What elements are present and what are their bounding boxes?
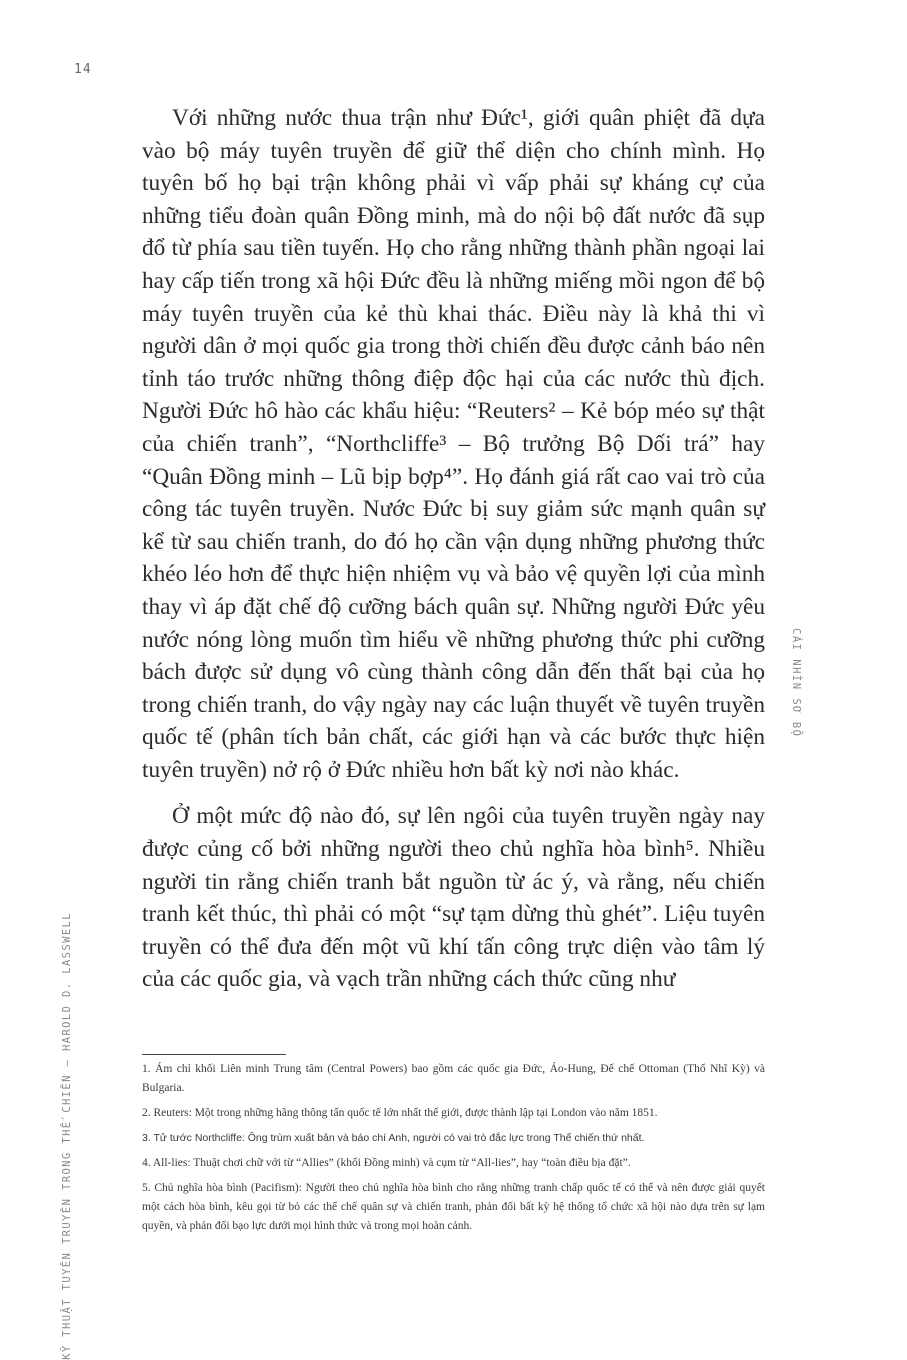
page-number: 14 <box>74 62 92 77</box>
body-text <box>142 102 765 996</box>
footnotes <box>142 1060 765 1242</box>
footnote: 1. Ám chỉ khối Liên minh Trung tâm (Central Powers) bao gồm các quốc gia Đức, Áo-Hung, Đế chế Ottoman (Thổ Nhĩ Kỳ) và Bulgaria. <box>142 1063 765 1094</box>
footnote: 5. Chủ nghĩa hòa bình (Pacifism): Người theo chủ nghĩa hòa bình cho rằng những tranh chấp quốc tế có thể và nên được giải quyết một cách hòa bình, kêu gọi từ bỏ các thể chế quân sự và chiến tranh, phản đối bất kỳ hệ thống tổ chức xã hội nào dựa trên sự lạm quyền, và phản đối bạo lực dưới mọi hình thức và trong mọi hoàn cảnh. <box>142 1182 765 1232</box>
running-head-book-title: KỸ THUẬT TUYÊN TRUYỀN TRONG THẾ CHIẾN – HAROLD D. LASSWELL <box>61 912 73 1360</box>
footnote: 2. Reuters: Một trong những hãng thông tấn quốc tế lớn nhất thế giới, được thành lập tại London vào năm 1851. <box>142 1107 658 1119</box>
footnote: 4. All-lies: Thuật chơi chữ với từ “Allies” (khối Đồng minh) và cụm từ “All-lies”, hay “toàn điều bịa đặt”. <box>142 1157 631 1169</box>
paragraph: Ở một mức độ nào đó, sự lên ngôi của tuyên truyền ngày nay được củng cố bởi những người theo chủ nghĩa hòa bình⁵. Nhiều người tin rằng chiến tranh bắt nguồn từ ác ý, và rằng, nếu chiến tranh kết thúc, thì phải có một “sự tạm dừng thù ghét”. Liệu tuyên truyền có thể đưa đến một vũ khí tấn công trực diện vào tâm lý của các quốc gia, và vạch trần những cách thức cũng như <box>142 803 765 993</box>
paragraph: Với những nước thua trận như Đức¹, giới quân phiệt đã dựa vào bộ máy tuyên truyền để giữ thể diện cho chính mình. Họ tuyên bố họ bại trận không phải vì vấp phải sự kháng cự của những tiểu đoàn quân Đồng minh, mà do nội bộ đất nước đã sụp đổ từ phía sau tiền tuyến. Họ cho rằng những thành phần ngoại lai hay cấp tiến trong xã hội Đức đều là những miếng mồi ngon để bộ máy tuyên truyền của kẻ thù khai thác. Điều này là khả thi vì người dân ở mọi quốc gia trong thời chiến đều được cảnh báo nên tỉnh táo trước những thông điệp độc hại của các nước thù địch. Người Đức hô hào các khẩu hiệu: “Reuters² – Kẻ bóp méo sự thật của chiến tranh”, “Northcliffe³ – Bộ trưởng Bộ Dối trá” hay “Quân Đồng minh – Lũ bịp bợp⁴”. Họ đánh giá rất cao vai trò của công tác tuyên truyền. Nước Đức bị suy giảm sức mạnh quân sự kể từ sau chiến tranh, do đó họ cần vận dụng những phương thức khéo léo hơn để thực hiện nhiệm vụ và bảo vệ quyền lợi của mình thay vì áp đặt chế độ cưỡng bách quân sự. Những người Đức yêu nước nóng lòng muốn tìm hiểu về những phương thức phi cưỡng bách được sử dụng vô cùng thành công dẫn đến thất bại của họ trong chiến tranh, do vậy ngày nay các luận thuyết về tuyên truyền quốc tế (phân tích bản chất, các giới hạn và các bước thực hiện tuyên truyền) nở rộ ở Đức nhiều hơn bất kỳ nơi nào khác. <box>142 105 765 783</box>
running-head-chapter: CÁI NHÌN SƠ BỘ <box>790 628 802 738</box>
footnote-divider <box>142 1054 286 1055</box>
footnote: 3. Tử tước Northcliffe: Ông trùm xuất bản và báo chí Anh, người có vai trò đắc lực trong Thế chiến thứ nhất. <box>142 1132 645 1144</box>
